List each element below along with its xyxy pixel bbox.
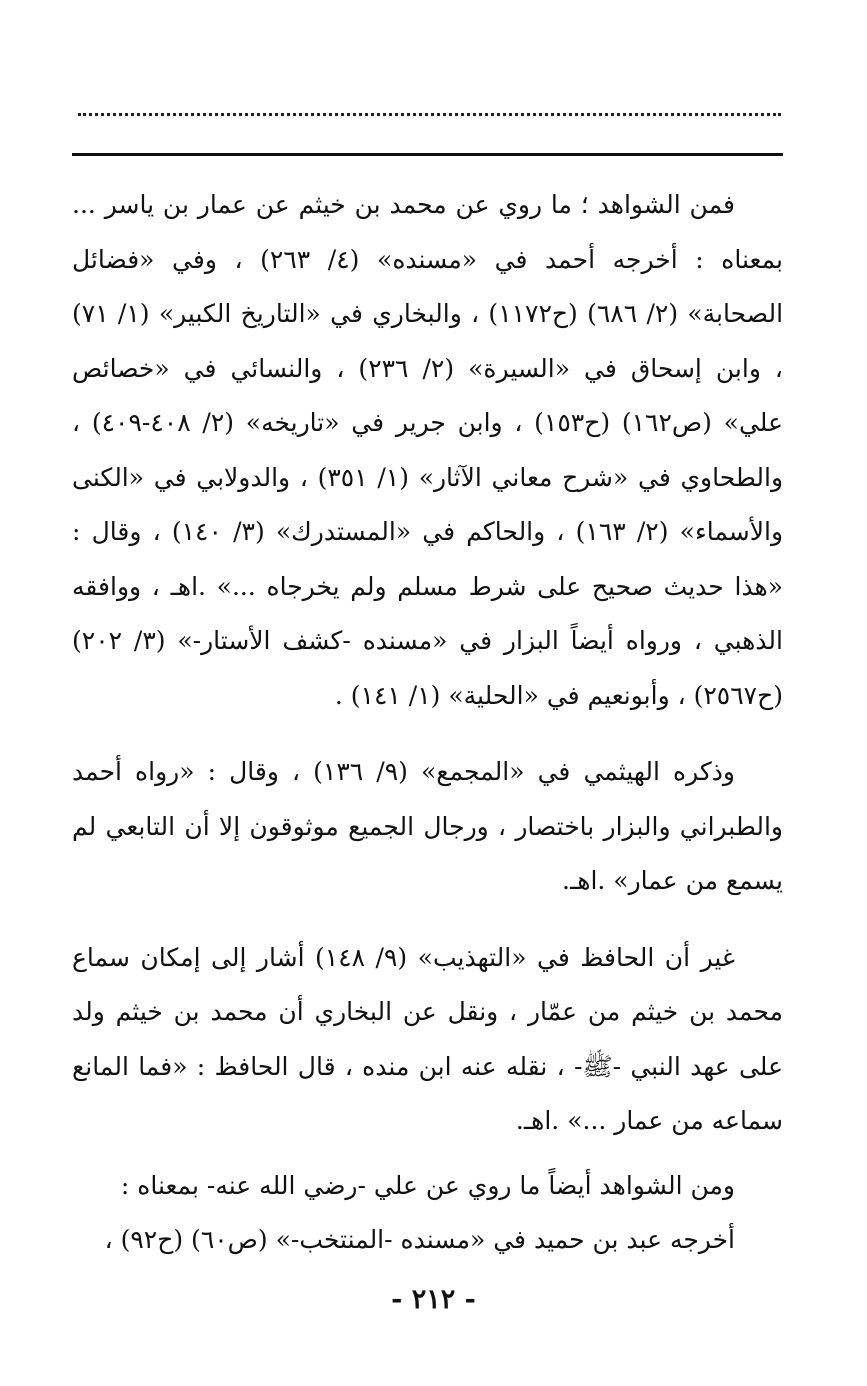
header-rule (72, 153, 783, 156)
page-number: - ٢١٢ - (391, 1284, 476, 1315)
paragraph-abd-bin-humayd: أخرجه عبد بن حميد في «مسنده -المنتخب-» (ص٦٠) (ح٩٢) ، (104, 1225, 735, 1254)
dotted-separator (78, 113, 781, 116)
paragraph-shawahid-ammar: فمن الشواهد ؛ ما روي عن محمد بن خيثم عن عمار بن ياسر ... بمعناه : أخرجه أحمد في «مسنده» (٤/ ٢٦٣) ، وفي «فضائل الصحابة» (٢/ ٦٨٦) (ح١١٧٢) ، والبخاري في «التاريخ الكبير» (١/ ٧١) ، وابن إسحاق في «السيرة» (٢/ ٢٣٦) ، والنسائي في «خصائص علي» (ص١٦٢) (ح١٥٣) ، وابن جرير في «تاريخه» (٢/ ٤٠٨-٤٠٩) ، والطحاوي في «شرح معاني الآثار» (١/ ٣٥١) ، والدولابي في «الكنى والأسماء» (٢/ ١٦٣) ، والحاكم في «المستدرك» (٣/ ١٤٠) ، وقال : «هذا حديث صحيح على شرط مسلم ولم يخرجاه ...» .اهـ ، ووافقه الذهبي ، ورواه أيضاً البزار في «مسنده -كشف الأستار-» (٣/ ٢٠٢) (ح٢٥٦٧) ، وأبونعيم في «الحلية» (١/ ١٤١) . (72, 190, 784, 710)
body-text (72, 178, 783, 1268)
paragraph-haythami: وذكره الهيثمي في «المجمع» (٩/ ١٣٦) ، وقال : «رواه أحمد والطبراني والبزار باختصار ، ورجال الجميع موثوقون إلا أن التابعي لم يسمع من عمار» .اهـ. (72, 757, 783, 895)
paragraph-shawahid-ali: ومن الشواهد أيضاً ما روي عن علي -رضي الله عنه- بمعناه : (120, 1170, 735, 1200)
paragraph-hafiz-tahdhib: غير أن الحافظ في «التهذيب» (٩/ ١٤٨) أشار إلى إمكان سماع محمد بن خيثم من عمّار ، ونقل عن البخاري أن محمد بن خيثم ولد على عهد النبي -ﷺ- ، نقله عنه ابن منده ، قال الحافظ : «فما المانع سماعه من عمار ...» .اهـ. (72, 942, 783, 1135)
